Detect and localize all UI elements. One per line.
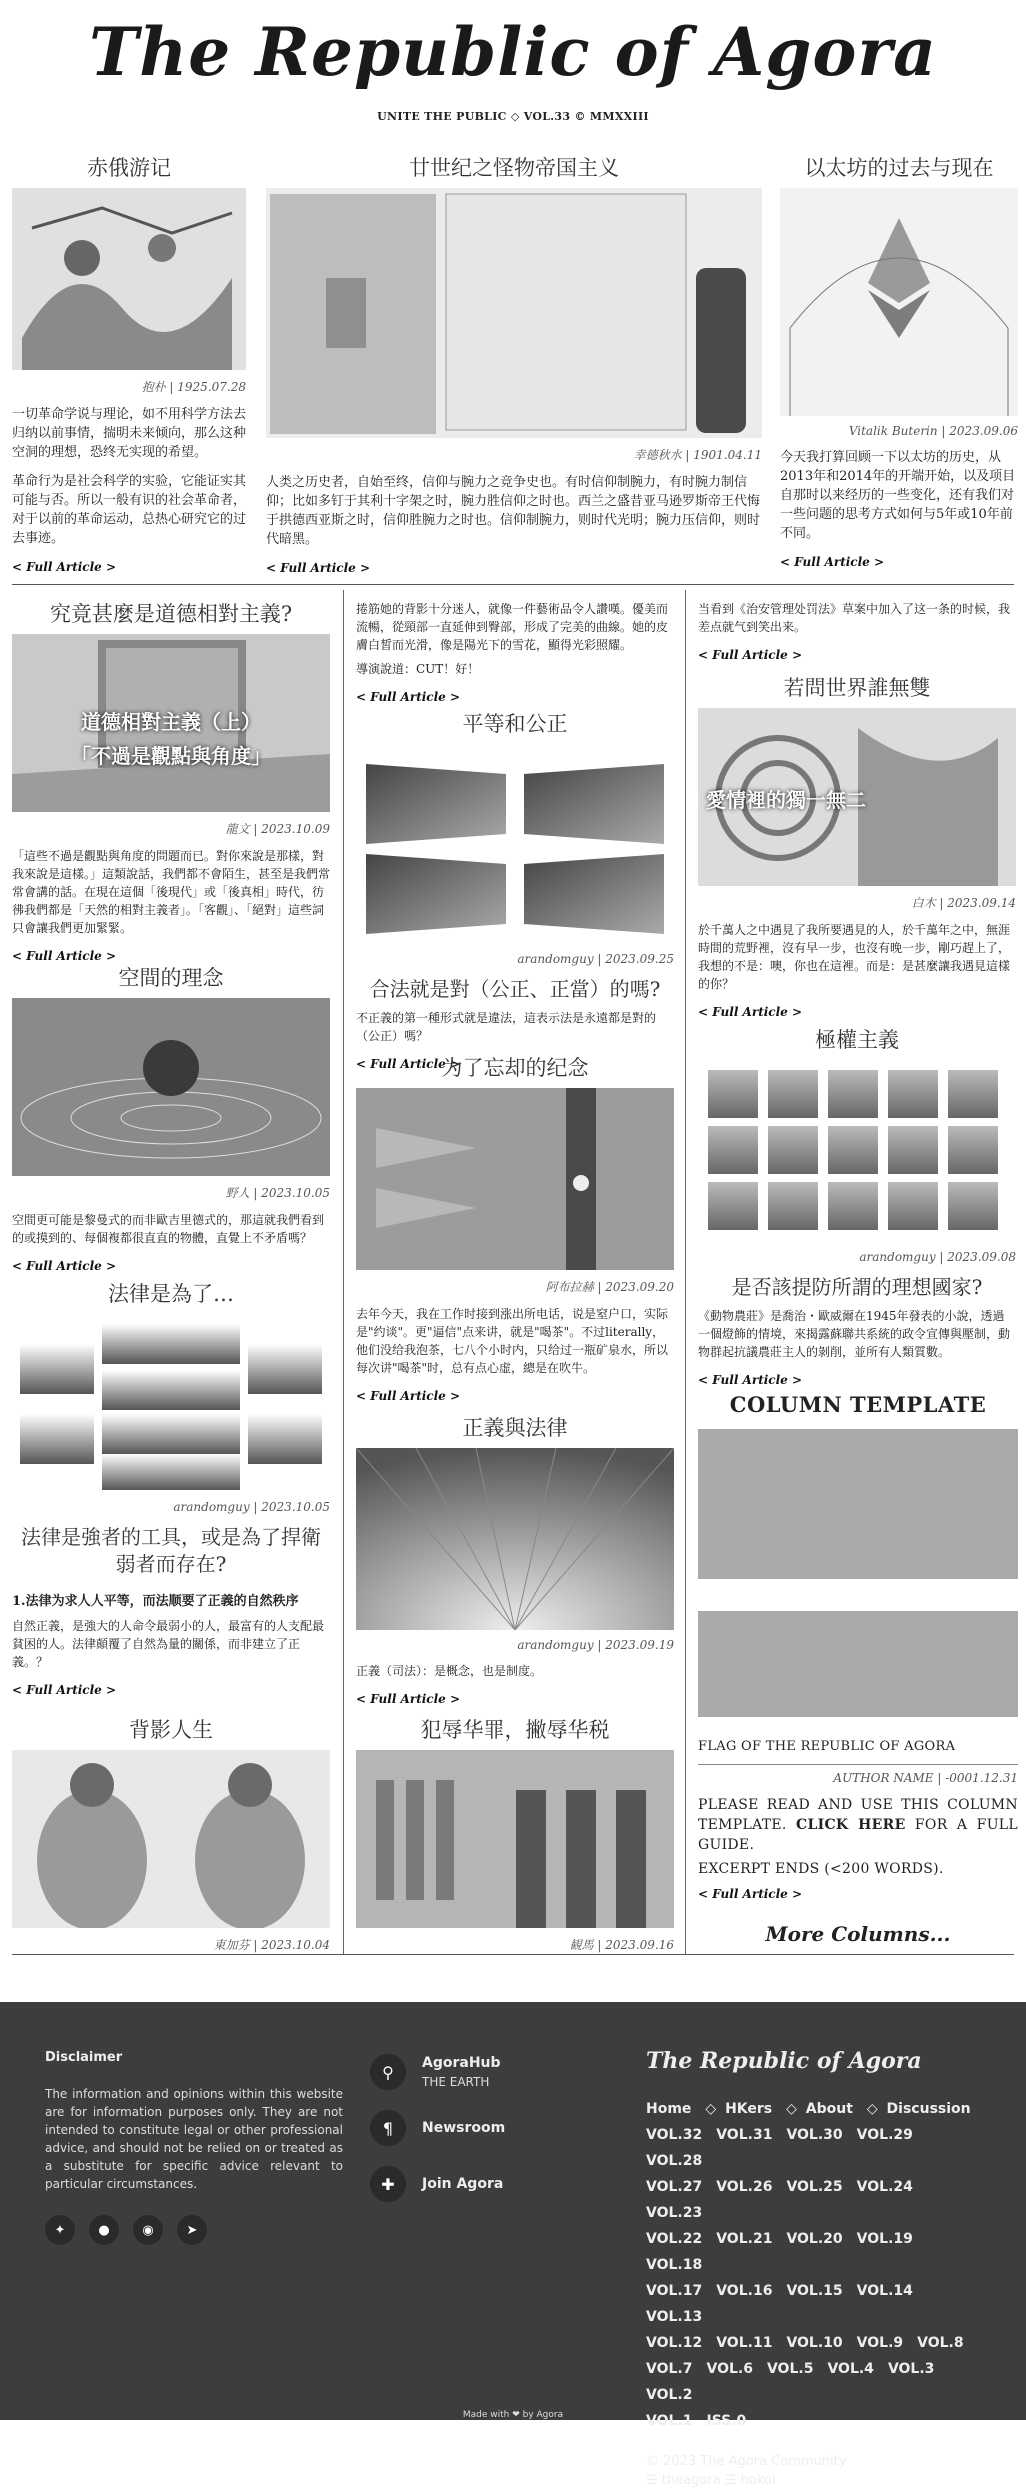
byline: arandomguy | 2023.10.05 xyxy=(173,1500,330,1514)
byline: AUTHOR NAME | -0001.12.31 xyxy=(698,1764,1018,1785)
footer-links xyxy=(370,2054,505,2222)
row-divider xyxy=(12,584,1014,585)
article-equality xyxy=(356,710,674,1072)
volume-link[interactable]: VOL.24 xyxy=(856,2179,913,2195)
article-subtitle: 合法就是對（公正、正當）的嗎? xyxy=(369,977,661,1001)
byline: Vitalik Buterin | 2023.09.06 xyxy=(848,424,1018,438)
volume-link[interactable]: VOL.7 xyxy=(646,2361,693,2377)
article-image xyxy=(780,188,1018,416)
article-section-heading: 1.法律为求人人平等，而法顺要了正義的自然秩序 xyxy=(12,1594,299,1609)
template-flag-block xyxy=(698,1429,1018,1579)
article-excerpt: 正義（司法）：是概念，也是制度。 xyxy=(356,1664,543,1678)
byline: arandomguy | 2023.09.08 xyxy=(859,1250,1016,1264)
image-caption: 愛情裡的獨一無二 xyxy=(706,788,866,812)
image-caption: 道德相對主義（上） xyxy=(81,710,261,734)
article-image xyxy=(266,188,762,438)
article-ethereum xyxy=(780,154,1018,570)
article-image xyxy=(698,708,1016,886)
article-back-life xyxy=(12,1716,330,1963)
volume-link[interactable]: VOL.17 xyxy=(646,2283,703,2299)
byline: 観馬 | 2023.09.16 xyxy=(569,1938,674,1952)
byline: 野人 | 2023.10.05 xyxy=(225,1186,330,1200)
full-article-link[interactable]: < Full Article > xyxy=(12,949,117,963)
byline: 東加芬 | 2023.10.04 xyxy=(213,1938,330,1952)
article-image xyxy=(356,1750,674,1928)
volume-link[interactable]: VOL.12 xyxy=(646,2335,703,2351)
full-article-link[interactable]: < Full Article > xyxy=(12,1259,117,1273)
volume-link[interactable]: VOL.8 xyxy=(917,2335,964,2351)
volume-link[interactable]: VOL.19 xyxy=(856,2231,913,2247)
article-excerpt: 去年今天，我在工作时接到涨出所电话，说是窒户口，实际是"约谈"。更"逼信"点来讲，就是"喝茶"。不过literally，他们没给我泡茶，七八个小时内，只给过一瓶矿泉水，所以每次讲"喝茶"时，总有点心虚，總是在吹牛。 xyxy=(356,1307,669,1375)
article-title[interactable]: 若問世界誰無雙 xyxy=(783,676,931,700)
footer-nav xyxy=(646,2048,986,2490)
volume-row xyxy=(646,2278,986,2330)
volume-link[interactable]: VOL.14 xyxy=(856,2283,913,2299)
column-divider xyxy=(685,590,686,1954)
article-unique-love xyxy=(698,674,1016,1020)
full-article-link[interactable]: < Full Article > xyxy=(356,1692,461,1706)
volume-link[interactable]: VOL.29 xyxy=(856,2127,913,2143)
article-title[interactable]: 平等和公正 xyxy=(462,712,568,736)
article-imperialism xyxy=(266,154,762,576)
volume-link[interactable]: VOL.11 xyxy=(716,2335,773,2351)
article-image xyxy=(356,1088,674,1270)
article-image xyxy=(12,1314,330,1492)
github-icon[interactable]: ● xyxy=(89,2215,119,2245)
byline: 抱朴 | 1925.07.28 xyxy=(141,380,246,394)
volume-link[interactable]: VOL.18 xyxy=(646,2257,703,2273)
image-caption: 「不過是觀點與角度」 xyxy=(71,744,271,768)
article-image xyxy=(12,188,246,370)
article-subtitle: 法律是強者的工具，或是為了捍衛弱者而存在? xyxy=(21,1525,321,1576)
full-article-link[interactable]: < Full Article > xyxy=(266,561,371,575)
article-title[interactable]: 为了忘却的纪念 xyxy=(441,1056,589,1080)
article-title[interactable]: 空間的理念 xyxy=(118,966,224,990)
byline: arandomguy | 2023.09.19 xyxy=(517,1638,674,1652)
volume-link[interactable]: VOL.26 xyxy=(716,2179,773,2195)
footer-disclaimer xyxy=(45,2050,343,2245)
volume-link[interactable]: VOL.22 xyxy=(646,2231,703,2247)
social-links xyxy=(45,2215,343,2245)
nav-home[interactable]: Home xyxy=(646,2101,692,2117)
article-image xyxy=(12,998,330,1176)
made-with: Made with ❤ by Agora xyxy=(462,2410,564,2420)
image-caption: FLAG OF THE REPUBLIC OF AGORA xyxy=(698,1739,956,1754)
article-title[interactable]: 究竟甚麼是道德相對主義? xyxy=(49,602,293,626)
footer-link-agorahub[interactable] xyxy=(370,2054,505,2090)
article-title[interactable]: 正義與法律 xyxy=(462,1416,568,1440)
volume-link[interactable]: VOL.32 xyxy=(646,2127,703,2143)
article-red-russia xyxy=(12,154,246,575)
site-footer xyxy=(0,2002,1026,2488)
article-excerpt: 革命行为是社会科学的实验，它能证实其可能与否。所以一般有识的社会革命者，对于以前的革命运动，总热心研究它的过去事迹。 xyxy=(12,474,247,546)
article-law-for xyxy=(12,1280,330,1698)
full-article-link[interactable]: < Full Article > xyxy=(356,1389,461,1403)
volume-link[interactable]: VOL.5 xyxy=(766,2361,814,2377)
footer-link-label: AgoraHub xyxy=(422,2054,501,2071)
volume-link[interactable]: VOL.9 xyxy=(856,2335,904,2351)
article-security-law xyxy=(698,600,1016,663)
article-back-continued xyxy=(356,600,674,705)
article-title[interactable]: COLUMN TEMPLATE xyxy=(729,1392,987,1417)
site-title[interactable]: The Republic of Agora xyxy=(89,13,937,91)
article-title[interactable]: 法律是為了… xyxy=(108,1282,234,1306)
volume-link[interactable]: VOL.25 xyxy=(786,2179,843,2195)
row-divider xyxy=(12,1954,1014,1955)
volume-line: UNITE THE PUBLIC ◇ VOL.33 © MMXXIII xyxy=(377,110,649,123)
credits: ☰ theagora ☰ hokoi xyxy=(646,2473,776,2488)
article-image xyxy=(12,1750,330,1928)
article-totalitarianism xyxy=(698,1026,1016,1388)
footer-brand[interactable]: The Republic of Agora xyxy=(646,2048,922,2074)
nav-about[interactable]: About xyxy=(805,2101,853,2117)
byline: arandomguy | 2023.09.25 xyxy=(517,952,674,966)
full-article-link[interactable]: < Full Article > xyxy=(12,560,117,574)
reddit-icon[interactable]: ◉ xyxy=(133,2215,163,2245)
paragraph-icon: ¶ xyxy=(370,2110,406,2146)
footer-link-label: Newsroom xyxy=(422,2120,506,2136)
footer-link-label: Join Agora xyxy=(422,2176,504,2192)
volume-link[interactable]: VOL.13 xyxy=(646,2309,703,2325)
volume-link[interactable]: VOL.1 xyxy=(646,2413,693,2429)
full-article-link[interactable]: < Full Article > xyxy=(698,648,803,662)
article-excerpt: 人类之历史者，自始至终，信仰与腕力之竞争史也。有时信仰制腕力，有时腕力制信仰；比如多钉于其利十字架之时，腕力胜信仰之时也。西兰之盛昔亚马逊罗斯帝王代悔于拱德西亚斯之时，信仰胜腕力之时也。信仰制腕力，则时代光明；腕力压信仰，则时代暗黑。 xyxy=(266,475,761,547)
column-divider xyxy=(343,590,344,1954)
volume-link[interactable]: VOL.23 xyxy=(646,2205,703,2221)
article-excerpt: 当看到《治安管理处罚法》草案中加入了这一条的时候，我差点就气到笑出来。 xyxy=(698,602,1011,634)
volume-link[interactable]: VOL.31 xyxy=(716,2127,773,2143)
masthead xyxy=(0,0,1026,150)
volume-row xyxy=(646,2356,986,2408)
puzzle-icon: ✚ xyxy=(370,2166,406,2202)
footer-link-join[interactable] xyxy=(370,2166,505,2202)
volume-row xyxy=(646,2330,986,2356)
byline: 白木 | 2023.09.14 xyxy=(911,896,1016,910)
article-title[interactable]: 廿世纪之怪物帝国主义 xyxy=(409,156,619,180)
nav-hkers[interactable]: HKers xyxy=(725,2101,773,2117)
article-image xyxy=(356,1448,674,1630)
full-article-link[interactable]: < Full Article > xyxy=(356,1057,461,1071)
full-article-link[interactable]: < Full Article > xyxy=(698,1373,803,1387)
article-image xyxy=(12,634,330,812)
article-title[interactable]: 以太坊的过去与现在 xyxy=(804,156,994,180)
location-pin-icon: ⚲ xyxy=(370,2054,406,2090)
nav-discussion[interactable]: Discussion xyxy=(886,2101,971,2117)
footer-main-nav: Home ◇ HKers ◇ About ◇ Discussion xyxy=(646,2096,986,2122)
article-excerpt: 今天我打算回顾一下以太坊的历史，从2013年和2014年的开端开始，以及项目自那时以来经历的一些变化，还有我们对一些问题的思考方式如何与5年或10年前不同。 xyxy=(780,450,1016,541)
article-moral-relativism xyxy=(12,600,330,964)
article-excerpt: 於千萬人之中遇見了我所要遇見的人，於千萬年之中，無涯時間的荒野裡，沒有早一步，也沒有晚一步，剛巧趕上了，我想的不是：噢，你也在這裡。而是：是甚麼讓我遇見這樣的你？ xyxy=(698,923,1011,991)
article-title[interactable]: 極權主義 xyxy=(815,1028,899,1052)
article-column-template xyxy=(698,1392,1018,1946)
volume-link[interactable]: ISS.0 xyxy=(706,2413,747,2429)
article-excerpt: 「這些不過是觀點與角度的問題而已。對你來說是那樣，對我來說是這樣。」這類說話，我們都不會陌生，甚至是我們常常會講的話。在現在這個「後現代」或「後真相」時代，彷彿我們都是「天然的相對主義者」。「客觀」、「絕對」這些詞只會讓我們更加緊緊。 xyxy=(12,849,331,935)
volume-link[interactable]: VOL.27 xyxy=(646,2179,703,2195)
volume-link[interactable]: VOL.20 xyxy=(786,2231,843,2247)
template-instruction: PLEASE READ AND USE THIS COLUMN TEMPLATE. xyxy=(698,1797,1018,1833)
volume-link[interactable]: VOL.16 xyxy=(716,2283,773,2299)
article-insult-tax xyxy=(356,1716,674,1963)
volume-link[interactable]: VOL.4 xyxy=(827,2361,874,2377)
disclaimer-text: The information and opinions within this website are for information purposes only. They are not intended to constitute legal or other professional advice, and should not be relied on or treated as a substitute for specific advice relevant to particular circumstances. xyxy=(45,2087,343,2191)
volume-row xyxy=(646,2226,986,2278)
click-here-link[interactable]: CLICK HERE xyxy=(796,1817,906,1833)
volume-link[interactable]: VOL.15 xyxy=(786,2283,843,2299)
volume-link[interactable]: VOL.3 xyxy=(887,2361,935,2377)
article-image xyxy=(356,744,674,944)
copyright: © 2023 The Agora Community xyxy=(646,2454,847,2469)
article-memorial xyxy=(356,1054,674,1404)
twitter-icon[interactable]: ✦ xyxy=(45,2215,75,2245)
article-excerpt: 導演說道：CUT！好！ xyxy=(356,662,480,676)
template-flag-block xyxy=(698,1611,1018,1717)
newspaper-grid xyxy=(0,150,1026,2002)
article-excerpt: 空間更可能是黎曼式的而非歐吉里德式的，那這就我們看到的或摸到的、每個複都很直直的物體，直覺上不矛盾嗎？ xyxy=(12,1213,325,1245)
volume-link[interactable]: VOL.21 xyxy=(716,2231,773,2247)
footer-link-sub: THE EARTH xyxy=(422,2074,490,2089)
article-image xyxy=(698,1060,1016,1242)
article-excerpt: 捲筋她的背影十分迷人，就像一件藝術品令人讚嘆。優美而流暢，從頸部一直延伸到臀部，形成了完美的曲線。她的皮膚白皙而光滑，像是陽光下的雪花，顯得光彩照耀。 xyxy=(356,602,669,652)
volume-row xyxy=(646,2174,986,2226)
article-excerpt: 一切革命学说与理论，如不用科学方法去归纳以前事情，揣明未来倾向，那么这种空洞的理想，恐终无实现的希望。 xyxy=(12,407,247,460)
full-article-link[interactable]: < Full Article > xyxy=(356,690,461,704)
byline: 阿布拉赫 | 2023.09.20 xyxy=(545,1280,674,1294)
article-subtitle: 是否該提防所謂的理想國家? xyxy=(731,1275,983,1299)
article-excerpt: 《動物農莊》是喬治・歐威爾在1945年發表的小說，透過一個燈飾的情境，來揭露蘇聯共系統的政令宣傳與壓制，動物群起抗議農莊主人的剝削，並所有人類質數。 xyxy=(698,1309,1011,1359)
article-title[interactable]: 赤俄游记 xyxy=(87,156,171,180)
telegram-icon[interactable]: ➤ xyxy=(177,2215,207,2245)
template-instruction: FOR A FULL GUIDE. xyxy=(698,1817,1018,1853)
volume-link[interactable]: VOL.2 xyxy=(646,2387,693,2403)
volume-link[interactable]: VOL.6 xyxy=(706,2361,753,2377)
byline: 幸德秋水 | 1901.04.11 xyxy=(633,448,762,462)
volume-link[interactable]: VOL.30 xyxy=(786,2127,843,2143)
template-excerpt-note: EXCERPT ENDS (<200 WORDS). xyxy=(698,1861,944,1877)
volume-link[interactable]: VOL.10 xyxy=(786,2335,843,2351)
full-article-link[interactable]: < Full Article > xyxy=(780,555,885,569)
more-columns-link[interactable]: More Columns... xyxy=(765,1922,951,1946)
full-article-link[interactable]: < Full Article > xyxy=(698,1887,803,1901)
article-justice-law xyxy=(356,1414,674,1707)
article-title[interactable]: 背影人生 xyxy=(129,1718,213,1742)
full-article-link[interactable]: < Full Article > xyxy=(12,1683,117,1697)
article-idea-of-space xyxy=(12,964,330,1274)
article-title[interactable]: 犯辱华罪，撇辱华税 xyxy=(420,1718,610,1742)
disclaimer-title: Disclaimer xyxy=(45,2050,123,2065)
volume-archive xyxy=(646,2122,986,2434)
footer-link-newsroom[interactable] xyxy=(370,2110,505,2146)
volume-row xyxy=(646,2122,986,2174)
volume-link[interactable]: VOL.28 xyxy=(646,2153,703,2169)
full-article-link[interactable]: < Full Article > xyxy=(698,1005,803,1019)
byline: 龍文 | 2023.10.09 xyxy=(225,822,330,836)
article-excerpt: 不正義的第一種形式就是違法，這表示法是永遠都是對的（公正）嗎？ xyxy=(356,1011,657,1043)
article-excerpt: 自然正義，是強大的人命令最弱小的人，最富有的人支配最貧困的人。法律顛覆了自然為量的關係，而非建立了正義。？ xyxy=(12,1619,325,1669)
